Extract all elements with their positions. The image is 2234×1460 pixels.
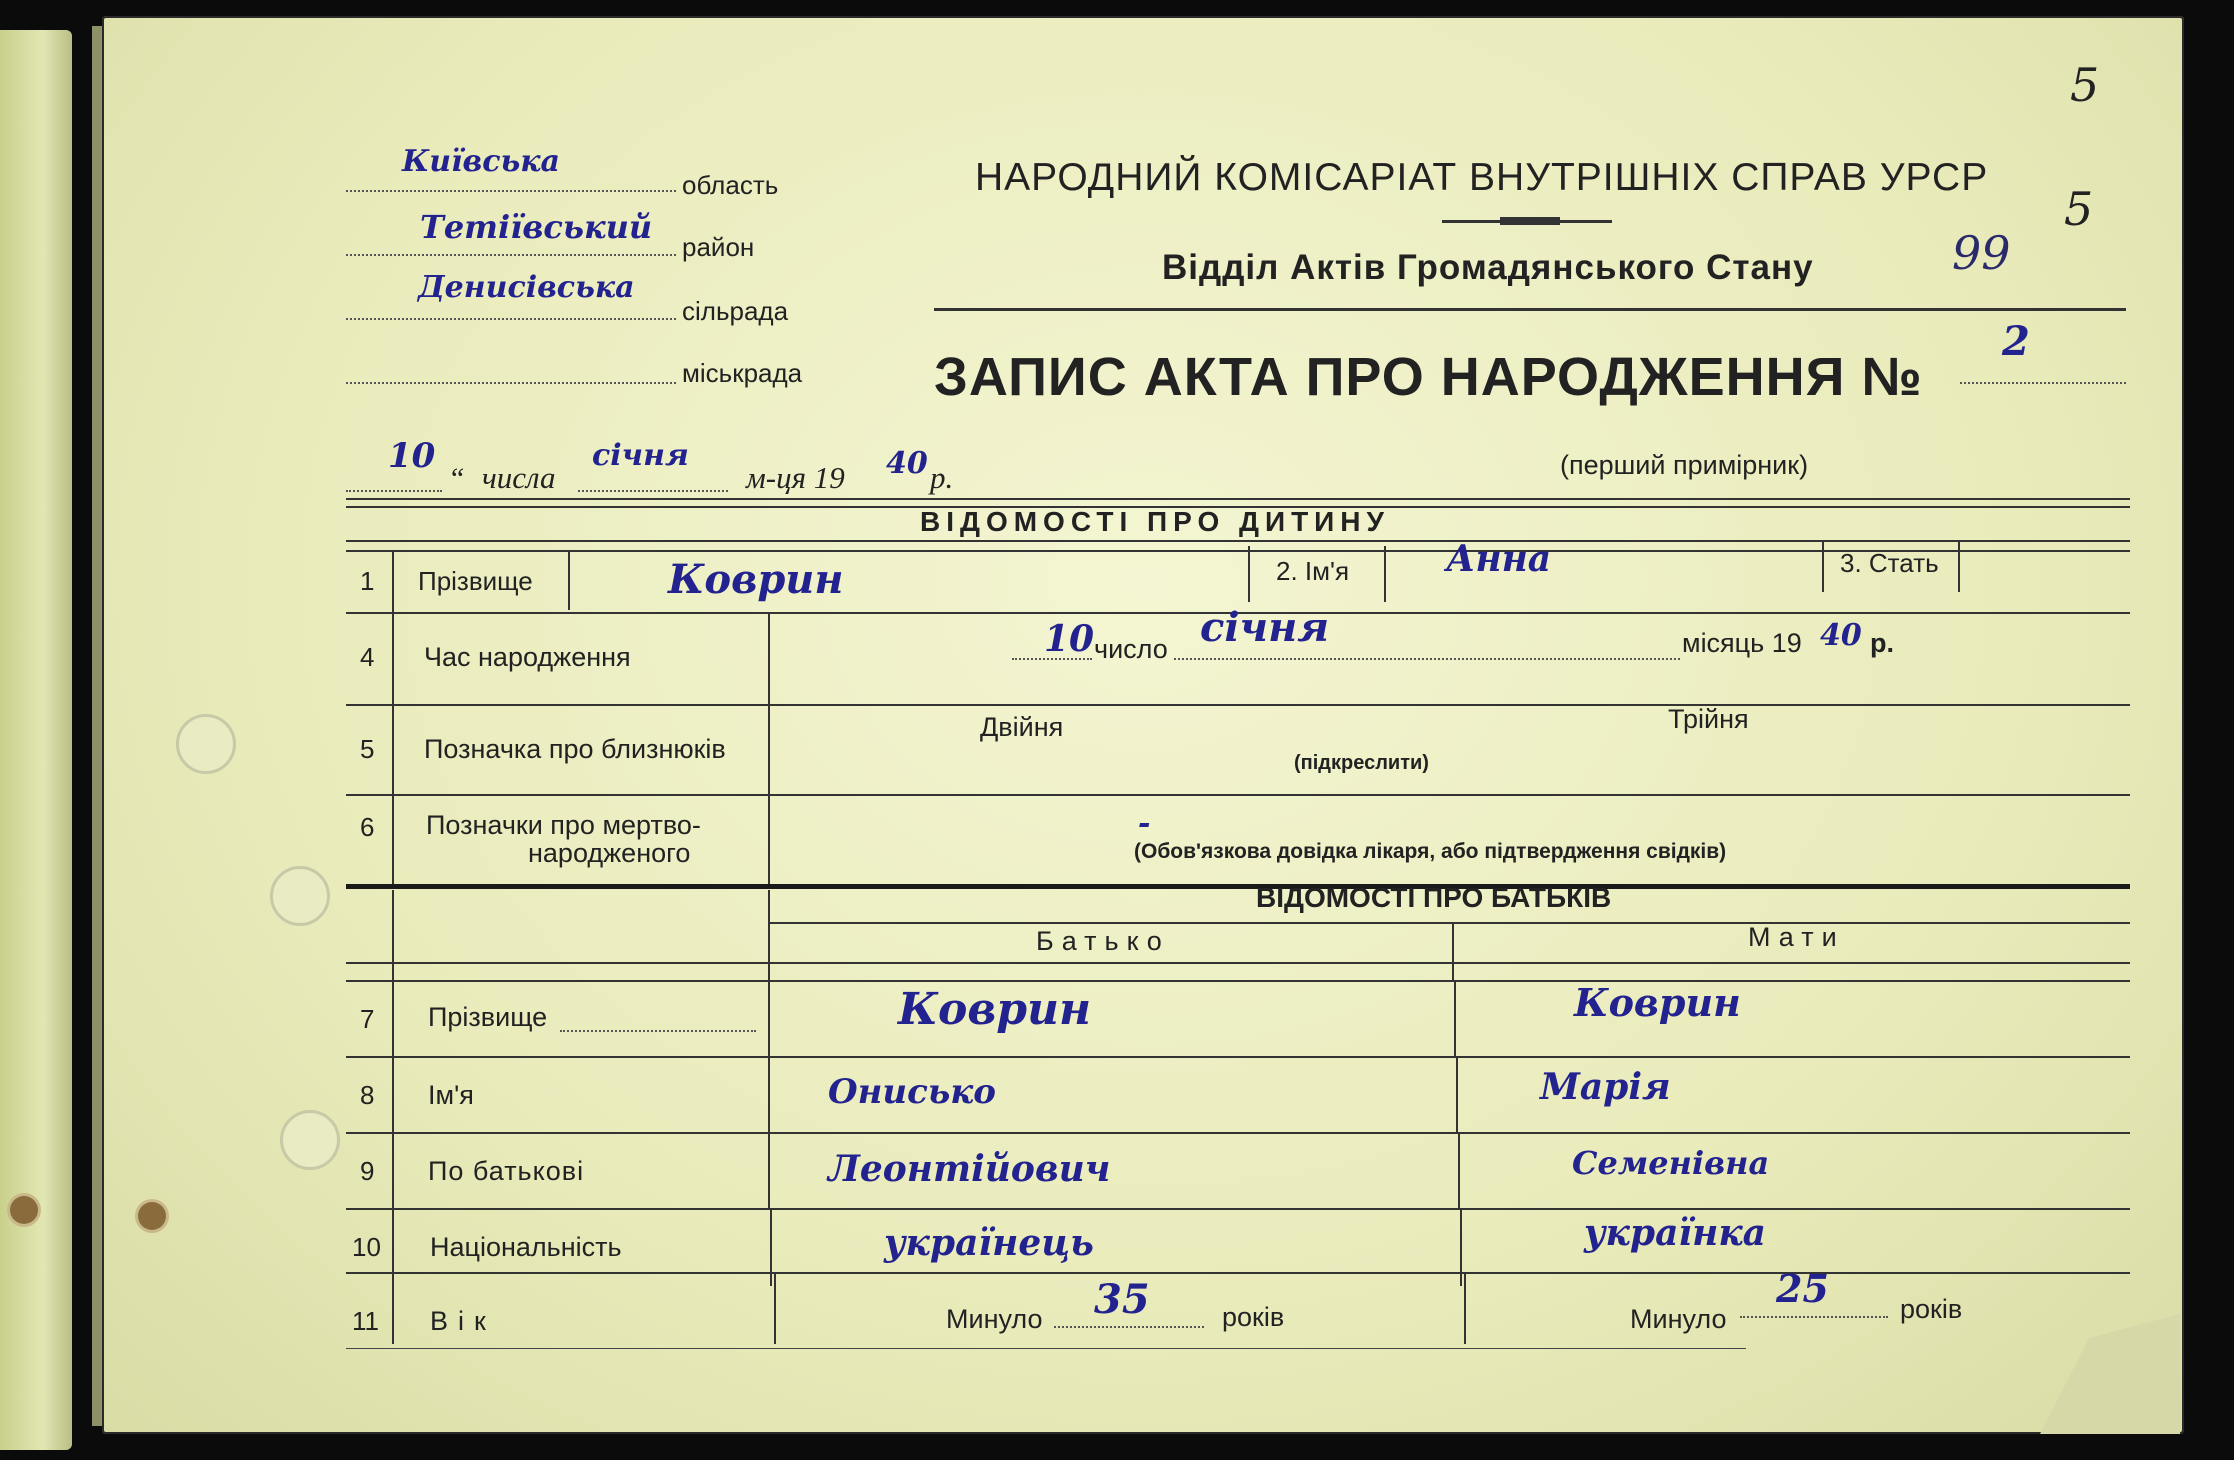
father-patronymic: Леонтійович bbox=[828, 1148, 1111, 1190]
row-number: 1 bbox=[360, 566, 375, 596]
patronymic-label: По батькові bbox=[428, 1156, 585, 1186]
row-number: 10 bbox=[352, 1232, 381, 1262]
birth-day-line bbox=[1012, 658, 1092, 660]
rule bbox=[346, 1056, 2130, 1058]
binding-hole bbox=[138, 1202, 166, 1230]
row-number: 8 bbox=[360, 1080, 375, 1110]
col-divider bbox=[768, 614, 770, 706]
silrada-label: сільрада bbox=[682, 296, 789, 326]
department-number: 99 bbox=[1952, 226, 2011, 280]
mother-age-prefix: Минуло bbox=[1630, 1304, 1727, 1334]
col-divider bbox=[392, 706, 394, 796]
father-name: Онисько bbox=[828, 1072, 996, 1112]
mother-name: Марія bbox=[1540, 1066, 1671, 1108]
child-surname-label: Прізвище bbox=[418, 566, 533, 596]
twins-label: Позначка про близнюків bbox=[424, 734, 726, 764]
birth-time-label: Час народження bbox=[424, 642, 631, 672]
col-divider bbox=[1460, 1210, 1462, 1286]
parent-name-label: Ім'я bbox=[428, 1080, 474, 1110]
father-nationality: українець bbox=[884, 1222, 1094, 1264]
col-divider bbox=[392, 890, 394, 982]
rule bbox=[346, 1348, 1746, 1349]
col-divider bbox=[1456, 1058, 1458, 1134]
rule bbox=[346, 1272, 2130, 1274]
record-day: 10 bbox=[388, 436, 436, 476]
birth-r-label: р. bbox=[1870, 628, 1894, 658]
col-divider bbox=[392, 1058, 394, 1134]
header-divider-accent bbox=[1500, 217, 1560, 225]
col-divider bbox=[774, 1274, 776, 1344]
row-number: 5 bbox=[360, 734, 375, 764]
col-divider bbox=[768, 706, 770, 796]
raion-label: район bbox=[682, 232, 755, 262]
col-divider bbox=[768, 1058, 770, 1134]
parents-section-heading: ВІДОМОСТІ ПРО БАТЬКІВ bbox=[1256, 882, 1612, 913]
triplets-option: Трійня bbox=[1668, 704, 1749, 734]
col-divider bbox=[1452, 922, 1454, 982]
authority-heading: НАРОДНИЙ КОМІСАРІАТ ВНУТРІШНІХ СПРАВ УРСР bbox=[975, 156, 1989, 199]
record-mtsia-label: м-ця 19 bbox=[746, 460, 845, 495]
rule bbox=[346, 540, 2130, 542]
miskrada-label: міськрада bbox=[682, 358, 803, 388]
mother-age: 25 bbox=[1776, 1266, 1829, 1311]
rule bbox=[346, 794, 2130, 796]
rule bbox=[346, 1132, 2130, 1134]
mother-surname: Коврин bbox=[1574, 980, 1741, 1025]
birth-day-value: 10 bbox=[1044, 618, 1095, 660]
father-age: 35 bbox=[1094, 1276, 1150, 1323]
parent-surname-label: Прізвище bbox=[428, 1002, 548, 1032]
mother-age-line bbox=[1740, 1316, 1888, 1318]
birth-month-value: січня bbox=[1200, 604, 1330, 651]
department-underline bbox=[934, 308, 2126, 311]
underline-note: (підкреслити) bbox=[1294, 752, 1429, 774]
twins-option: Двійня bbox=[980, 712, 1064, 742]
col-divider bbox=[768, 796, 770, 886]
father-surname: Коврин bbox=[898, 984, 1092, 1035]
record-day-quote: “ bbox=[448, 462, 465, 495]
binding-hole bbox=[176, 714, 236, 774]
mother-heading: Мати bbox=[1748, 922, 1845, 952]
child-name-value: Анна bbox=[1446, 538, 1552, 580]
mother-nationality: українка bbox=[1584, 1212, 1767, 1254]
oblast-value: Київська bbox=[402, 144, 560, 179]
silrada-value: Денисівська bbox=[418, 270, 635, 305]
record-day-line bbox=[346, 490, 442, 492]
birth-chyslo-label: число bbox=[1094, 634, 1168, 664]
record-month-line bbox=[578, 490, 728, 492]
raion-line bbox=[346, 254, 676, 256]
col-divider bbox=[1384, 546, 1386, 602]
rule bbox=[346, 962, 2130, 964]
department-heading: Відділ Актів Громадянського Стану bbox=[1162, 248, 1814, 287]
silrada-line bbox=[346, 318, 676, 320]
child-sex-label: 3. Стать bbox=[1840, 548, 1939, 578]
record-number: 2 bbox=[2002, 318, 2030, 365]
raion-value: Тетіївський bbox=[420, 208, 653, 246]
col-divider bbox=[1464, 1274, 1466, 1344]
binding-hole bbox=[270, 866, 330, 926]
mother-patronymic: Семенівна bbox=[1572, 1144, 1770, 1182]
stillborn-value: - bbox=[1138, 806, 1151, 841]
record-r-label: р. bbox=[930, 460, 954, 495]
col-divider bbox=[392, 552, 394, 612]
row-number: 9 bbox=[360, 1156, 375, 1186]
row-number: 7 bbox=[360, 1004, 375, 1034]
birth-misiats-label: місяць 19 bbox=[1682, 628, 1802, 658]
row-number: 6 bbox=[360, 812, 375, 842]
row-number: 11 bbox=[352, 1306, 379, 1336]
col-divider bbox=[1248, 546, 1250, 602]
birth-month-line bbox=[1174, 658, 1680, 660]
rule bbox=[768, 922, 2130, 924]
section-rule bbox=[346, 884, 2130, 889]
record-title: ЗАПИС АКТА ПРО НАРОДЖЕННЯ № bbox=[934, 347, 1923, 407]
stillborn-label-1: Позначки про мертво- bbox=[426, 810, 701, 840]
col-divider bbox=[392, 1274, 394, 1344]
child-section-heading: ВІДОМОСТІ ПРО ДИТИНУ bbox=[920, 506, 1390, 537]
record-number-line bbox=[1960, 382, 2126, 384]
col-divider bbox=[768, 1134, 770, 1210]
oblast-label: область bbox=[682, 170, 779, 200]
stillborn-note: (Обов'язкова довідка лікаря, або підтвердження свідків) bbox=[1134, 840, 1727, 863]
child-name-label: 2. Ім'я bbox=[1276, 556, 1350, 586]
previous-page-edge bbox=[0, 30, 72, 1450]
archive-page-number: 5 bbox=[2070, 58, 2100, 112]
father-age-suffix: років bbox=[1222, 1302, 1285, 1332]
record-month: січня bbox=[592, 438, 689, 473]
rule bbox=[346, 980, 2130, 982]
binding-hole bbox=[280, 1110, 340, 1170]
col-divider bbox=[1458, 1134, 1460, 1210]
record-year: 40 bbox=[886, 446, 928, 481]
binding-hole bbox=[10, 1196, 38, 1224]
col-divider bbox=[770, 1210, 772, 1286]
col-divider bbox=[1454, 982, 1456, 1058]
col-divider bbox=[392, 796, 394, 886]
nationality-label: Національність bbox=[430, 1232, 622, 1262]
mother-age-suffix: років bbox=[1900, 1294, 1963, 1324]
child-surname-value: Коврин bbox=[668, 556, 844, 603]
row-number: 4 bbox=[360, 642, 375, 672]
father-age-line bbox=[1054, 1326, 1204, 1328]
col-divider bbox=[1822, 540, 1824, 592]
father-heading: Батько bbox=[1036, 926, 1170, 956]
col-divider bbox=[392, 1134, 394, 1210]
record-chysla-label: числа bbox=[482, 460, 556, 495]
oblast-line bbox=[346, 190, 676, 192]
col-divider bbox=[768, 890, 770, 982]
label-line bbox=[560, 1030, 756, 1032]
col-divider bbox=[392, 982, 394, 1058]
col-divider bbox=[1958, 540, 1960, 592]
col-divider bbox=[392, 614, 394, 706]
rule bbox=[346, 1208, 2130, 1210]
department-number-extra: 5 bbox=[2064, 182, 2094, 236]
rule bbox=[346, 704, 2130, 706]
stillborn-label-2: народженого bbox=[528, 838, 691, 868]
col-divider bbox=[568, 552, 570, 610]
rule bbox=[346, 498, 2130, 500]
miskrada-line bbox=[346, 382, 676, 384]
age-label: Вік bbox=[430, 1306, 496, 1336]
birth-year-value: 40 bbox=[1820, 618, 1862, 653]
col-divider bbox=[768, 982, 770, 1058]
father-age-prefix: Минуло bbox=[946, 1304, 1043, 1334]
birth-record-page bbox=[102, 16, 2184, 1434]
copy-note: (перший примірник) bbox=[1560, 450, 1809, 480]
